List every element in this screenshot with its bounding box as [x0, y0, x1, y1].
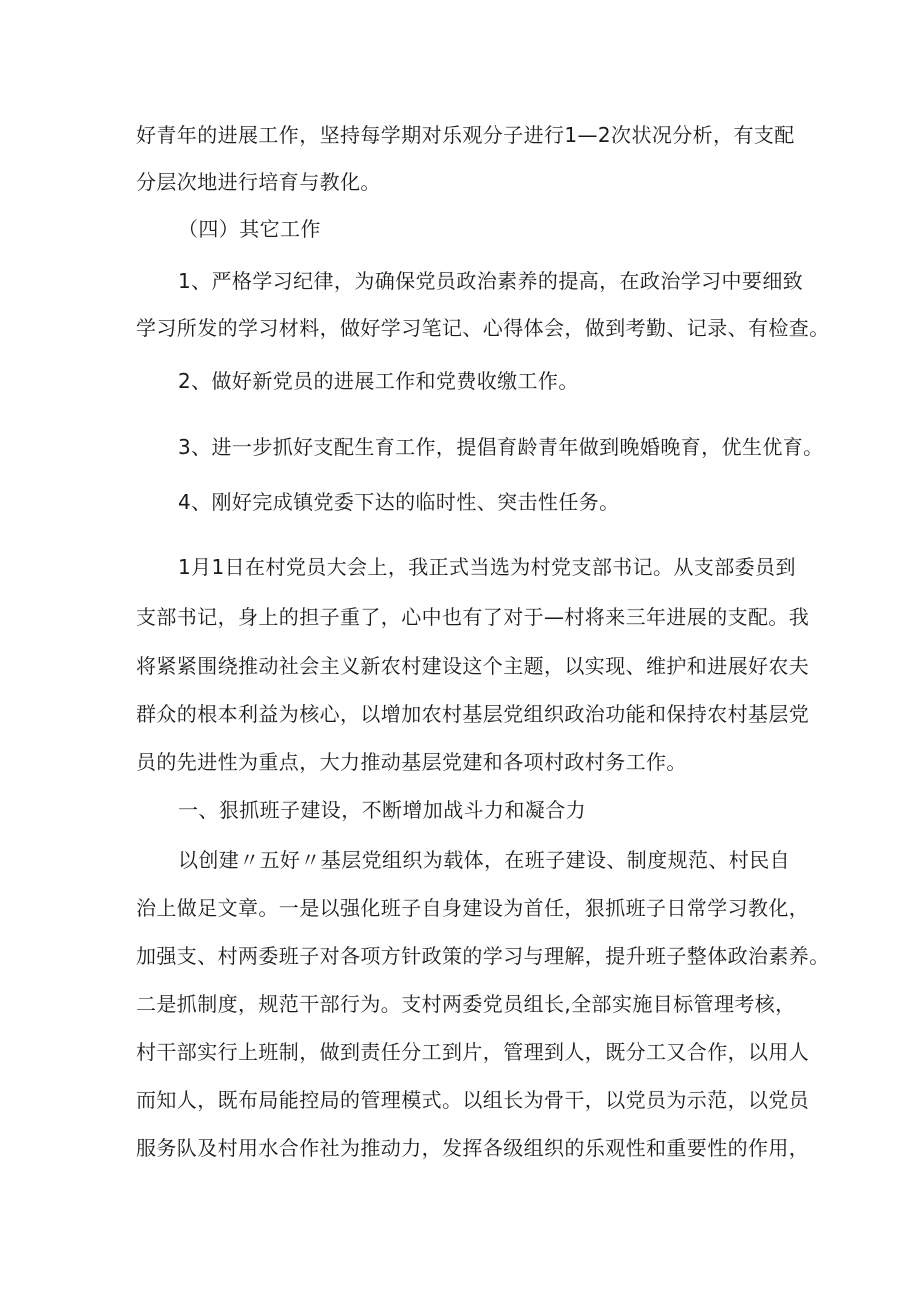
text-line: 好青年的进展工作，坚持每学期对乐观分子进行1—2次状况分析，有支配 — [136, 123, 795, 147]
text-line: 群众的根本利益为核心，以增加农村基层党组织政治功能和保持农村基层党 — [136, 702, 810, 726]
text-line: 以创建〃五好〃基层党组织为载体，在班子建设、制度规范、村民自 — [178, 848, 790, 872]
text-line: 分层次地进行培育与教化。 — [136, 170, 381, 194]
text-line: 学习所发的学习材料，做好学习笔记、心得体会，做到考勤、记录、有检查。 — [136, 316, 830, 340]
text-line: 服务队及村用水合作社为推动力，发挥各级组织的乐观性和重要性的作用， — [136, 1136, 810, 1160]
text-line: 将紧紧围绕推动社会主义新农村建设这个主题，以实现、维护和进展好农夫 — [136, 654, 810, 678]
text-line: 治上做足文章。一是以强化班子自身建设为首任，狠抓班子日常学习教化， — [136, 896, 810, 920]
text-line: 加强支、村两委班子对各项方针政策的学习与理解，提升班子整体政治素养。 — [136, 944, 830, 968]
text-line: 支部书记，身上的担子重了，心中也有了对于—村将来三年进展的支配。我 — [136, 605, 810, 629]
text-line: 而知人，既布局能控局的管理模式。以组长为骨干，以党员为示范，以党员 — [136, 1088, 810, 1112]
text-line: 二是抓制度，规范干部行为。支村两委党员组长,全部实施目标管理考核， — [136, 992, 796, 1016]
text-line: 3、进一步抓好支配生育工作，提倡育龄青年做到晚婚晚育，优生优育。 — [178, 435, 824, 459]
text-line: 员的先进性为重点，大力推动基层党建和各项村政村务工作。 — [136, 750, 687, 774]
text-line: 1、严格学习纪律，为确保党员政治素养的提高，在政治学习中要细致 — [178, 269, 804, 293]
text-line: 1月1日在村党员大会上，我正式当选为村党支部书记。从支部委员到 — [178, 555, 796, 579]
text-line: 4、刚好完成镇党委下达的临时性、突击性任务。 — [178, 490, 620, 514]
section-heading: 一、狠抓班子建设，不断增加战斗力和凝合力 — [178, 798, 586, 822]
text-line: 2、做好新党员的进展工作和党费收缴工作。 — [178, 369, 579, 393]
text-line: 村干部实行上班制，做到责任分工到片，管理到人，既分工又合作，以用人 — [136, 1040, 810, 1064]
section-heading: （四）其它工作 — [178, 217, 321, 241]
